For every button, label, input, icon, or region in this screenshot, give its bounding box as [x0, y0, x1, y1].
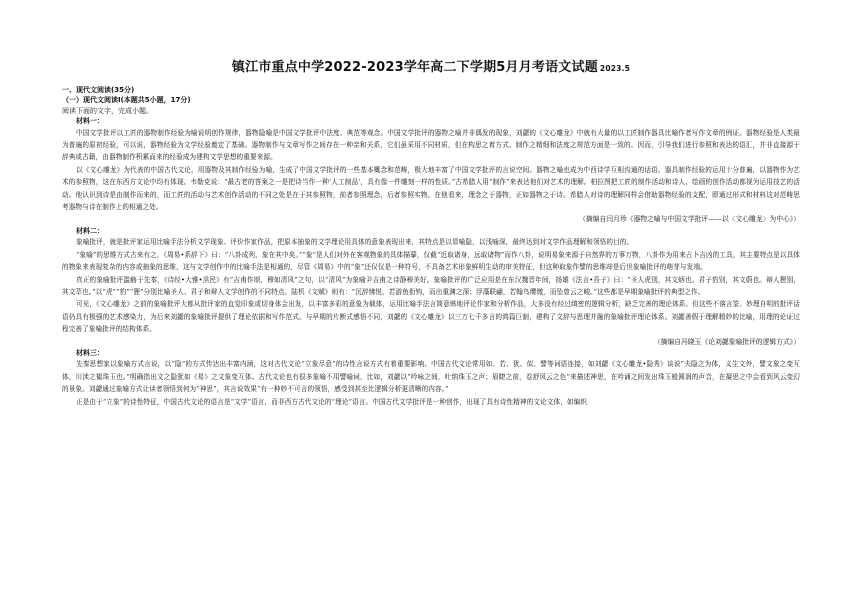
material2-paragraph: 可见，《文心雕龙》之前的象喻批评大都从批评家的直觉印象或切身体会出发，以丰富多彩的意象为载体，运用比喻手法言简意赅地评论作家和分析作品，大多没有经过缜密的逻辑分析，缺乏完善的理论体系。但这些不落言筌、妙理自明的批评话语仍具有极强的艺术感染力，为后来刘勰的象喻批评提供了理论依据和写作范式。与早期的片断式感悟不同，刘勰的《文心雕龙》以三万七千多言的鸿篇巨制，建构了文辞与思理并融的象喻批评理论体系。刘勰善假于理解精妙的比喻，用理的论证过程完善了象喻批评的结构体系。: [62, 300, 800, 334]
title-date: 2023.5: [599, 64, 631, 73]
material3-paragraph: 正是由于“立象”的诗性特征，中国古代文论的语言是“文学”语言，而非西方古代文论的“理论”语言。中国古代文学批评是一种创作，出现了具有诗性精神的文论文体，如编织: [76, 397, 588, 406]
material2-paragraph: 真正的象喻批评滥觞于先秦，《诗经•大雅•烝民》有“吉甫作颂，穆如清风”之句，以“清风”为象喻尹吉甫之诗静穆美好。象喻批评的广泛应用是在东汉魏晋年间，扬雄《法言•吾子》曰：“圣人虎别，其文炳也。君子豹别，其文蔚也。辩人狸别，其文萃也。”以“虎”“豹”“狸”分别比喻圣人、君子和辩人文学创作的不同特点。陆机《文赋》则有：“沉辞怫悦，若游鱼衔钩，而出重渊之深；浮藻联翩，若翰鸟缨缴，而坠曾云之峻。”这些都是早期象喻批评的典型之作。: [62, 275, 800, 296]
subsection-heading: （一）现代文阅读Ⅰ(本题共5小题，17分): [62, 96, 191, 105]
material3-paragraph: 先秦思想家以象喻方式言说，以“隐”的方式传达出丰富内涵，这对古代文论“立象尽意”的诗性言说方式有着重要影响。中国古代文论常用如、若、犹、似、譬等词语连接，如刘勰《文心雕龙•隐秀》谈说“夫隐之为体，义生文外，譬文象之变互体，川渎之韫珠玉也。”明确指出文之隐犹如《易》之文象变互体。古代文论也有很多象喻不用譬喻词，比如，刘勰以“吟咏之间，吐纳珠玉之声；眉睫之前，卷舒风云之色”来描述神思，在吟诵之间发出珠玉般圆润的声音，在凝思之中会看到风云变幻的景象。刘勰通过象喻方式让读者领悟到何为“神思”，其言说效果“有一种妙不可言的领悟，感受到甚至比逻辑分析更清晰的内容。”: [62, 360, 800, 394]
material2-label: 材料二：: [76, 226, 104, 235]
material3-label: 材料三：: [76, 348, 104, 357]
section-heading: 一、现代文阅读(35分): [62, 86, 135, 94]
material2-paragraph: 象喻批评，就是批评家运用比喻手法分析文学现象、评价作家作品，把原本抽象的文学理论用具体的意象表现出来，其特点是以显喻隐，以浅喻深，最终达到对文学作品理解和领悟的目的。: [76, 238, 634, 247]
material2-paragraph: “象喻”的思维方式古来有之，《周易•系辞下》曰：“八卦成列，象在其中矣。”“象”是人们对外在客观物象的具体描摹，仅截“近取诸身，远取诸物”而作八卦，说明易象来源于自然界的万事万物，八卦作为用来占卜吉凶的工具，其主要特点是以具体的物象来表现复杂的内容或抽象的思维，这与文学创作中的比喻手法是相通的，尽管《周易》中的“象”还仅仅是一种符号，不具备艺术形象鲜明生动的审美特征，但这种取象作譬的思维却是后世象喻批评的萌芽与发端。: [62, 250, 800, 272]
material1-paragraph: 中国文学批评以工匠的器物制作经验为喻说明创作规律，器物隐喻是中国文学批评中法度、典范等观念。中国文学批评的器物之喻并非偶发的现象，刘勰的《文心雕龙》中就有大量的以工匠制作器具比喻作者写作文章的例证。器物经验是人类最为普遍的原初经验，可以说，器物经验为文学经验奠定了基础。器物制作与文章写作之间存在一种亲和关系，它们虽采用不同材质，但在构思之着方式、制作之精细和法度之规范方面是一致的。因而，引导我们进行参照和表达的语汇，并非直接源于辞典或古籍，由器物制作积累而来的经验成为建构文学思想的重要来源。: [62, 128, 800, 162]
instruction-text: 阅读下面的文字，完成小题。: [62, 106, 153, 115]
title-text: 镇江市重点中学2022-2023学年高二下学期5月月考语文试题: [231, 60, 598, 75]
material1-label: 材料一：: [76, 117, 104, 126]
material1-paragraph: 以《文心雕龙》为代表的中国古代文论，用器物及其制作经验为喻，生成了中国文学批评的一些基本概念和范畴，极大地丰富了中国文学批评的言说空间。器物之喻也成为中西诗学互相沟通的话语。器具制作经验的运用十分普遍，以器物作为艺术的参照物，这在东西方文论中均有体现。韦勒克说：“最古老的答案之一是把诗当作一种‘人工制品’，具有像一件雕刻一样的性质。”古希腊人用“制作”来表达他们对艺术的理解。柏拉图把工匠的制作活动和诗人、绘画的创作活动都视为运用技艺的活动。他认识到诗是由制作而来的，而工匠的活动与艺术创作活动的不同之处是在于其参照物，前者参照理念，后者参照实物。在他看来，理念之于器物，正如器物之于诗。希腊人对诗的理解同样会借助器物经验的支配，即通过形式和材料这对范畴思考器物与诗在制作上的相通之处。: [62, 165, 800, 212]
page-title: [62, 56, 800, 75]
material2-source: （摘编自冯晓玉《论刘勰象喻批评的逻辑方式》）: [653, 337, 800, 346]
exam-page: [62, 56, 800, 408]
material1-source: （摘编自闫月珍《器物之喻与中国文学批评——以〈文心雕龙〉为中心》）: [579, 215, 800, 224]
